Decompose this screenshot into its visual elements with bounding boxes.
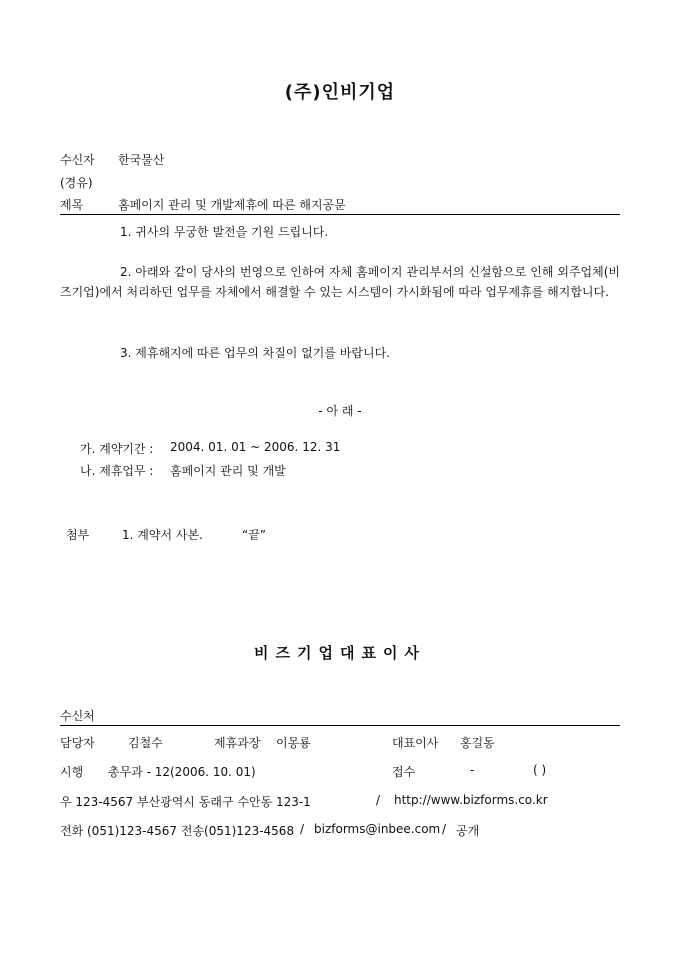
address: 우 123-4567 부산광역시 동래구 수안동 123-1	[60, 795, 311, 809]
address-separator: /	[376, 793, 381, 807]
email-link[interactable]: bizforms@inbee.com	[314, 822, 441, 836]
ceo-name: 홍길동	[460, 736, 495, 750]
end-mark: “끝”	[242, 528, 267, 542]
subject-value: 홈페이지 관리 및 개발제휴에 따른 해지공문	[118, 198, 346, 212]
below-heading: - 아 래 -	[318, 404, 362, 418]
staff-label: 담당자	[60, 736, 95, 750]
receipt-dash: -	[470, 763, 475, 777]
paragraph-2: 2. 아래와 같이 당사의 번영으로 인하여 자체 홈페이지 관리부서의 신설함으로 인해 외주업체(비즈기업)에서 처리하던 업무를 자체에서 해결할 수 있는 시스템이 가시화됨에 따라 업무제휴를 해지합니다.	[60, 265, 620, 299]
document-title: (주)인비기업	[284, 82, 396, 103]
attachment-value: 1. 계약서 사본.	[122, 528, 203, 542]
recipient-list-label: 수신처	[60, 709, 95, 723]
contact-separator-1: /	[300, 822, 305, 836]
exec-value: 총무과 - 12(2006. 10. 01)	[108, 765, 256, 779]
item-a-label: 가. 계약기간 :	[80, 442, 154, 456]
exec-label: 시행	[60, 765, 84, 779]
ceo-label: 대표이사	[392, 736, 439, 750]
receipt-paren: ( )	[533, 763, 547, 777]
receipt-label: 접수	[392, 765, 416, 779]
signature: 비즈기업대표이사	[254, 644, 426, 662]
attachment-label: 첨부	[66, 528, 90, 542]
item-b-value: 홈페이지 관리 및 개발	[170, 464, 286, 478]
recipient-value: 한국물산	[118, 153, 165, 167]
public-label: 공개	[456, 824, 480, 838]
footer-rule	[60, 725, 620, 726]
contact-separator-2: /	[442, 822, 447, 836]
contact-numbers: 전화 (051)123-4567 전송(051)123-4568	[60, 824, 295, 838]
paragraph-3: 3. 제휴해지에 따른 업무의 차질이 없기를 바랍니다.	[120, 346, 390, 360]
recipient-label: 수신자	[60, 153, 95, 167]
manager-label: 제휴과장	[214, 736, 261, 750]
manager-name: 이몽룡	[276, 736, 311, 750]
staff-name: 김철수	[128, 736, 163, 750]
paragraph-1: 1. 귀사의 무궁한 발전을 기원 드립니다.	[120, 225, 329, 239]
subject-rule	[60, 214, 620, 215]
subject-label: 제목	[60, 198, 84, 212]
website-link[interactable]: http://www.bizforms.co.kr	[394, 793, 548, 807]
item-b-label: 나. 제휴업무 :	[80, 464, 154, 478]
item-a-value: 2004. 01. 01 ~ 2006. 12. 31	[170, 440, 341, 454]
via-label: (경유)	[60, 176, 93, 190]
